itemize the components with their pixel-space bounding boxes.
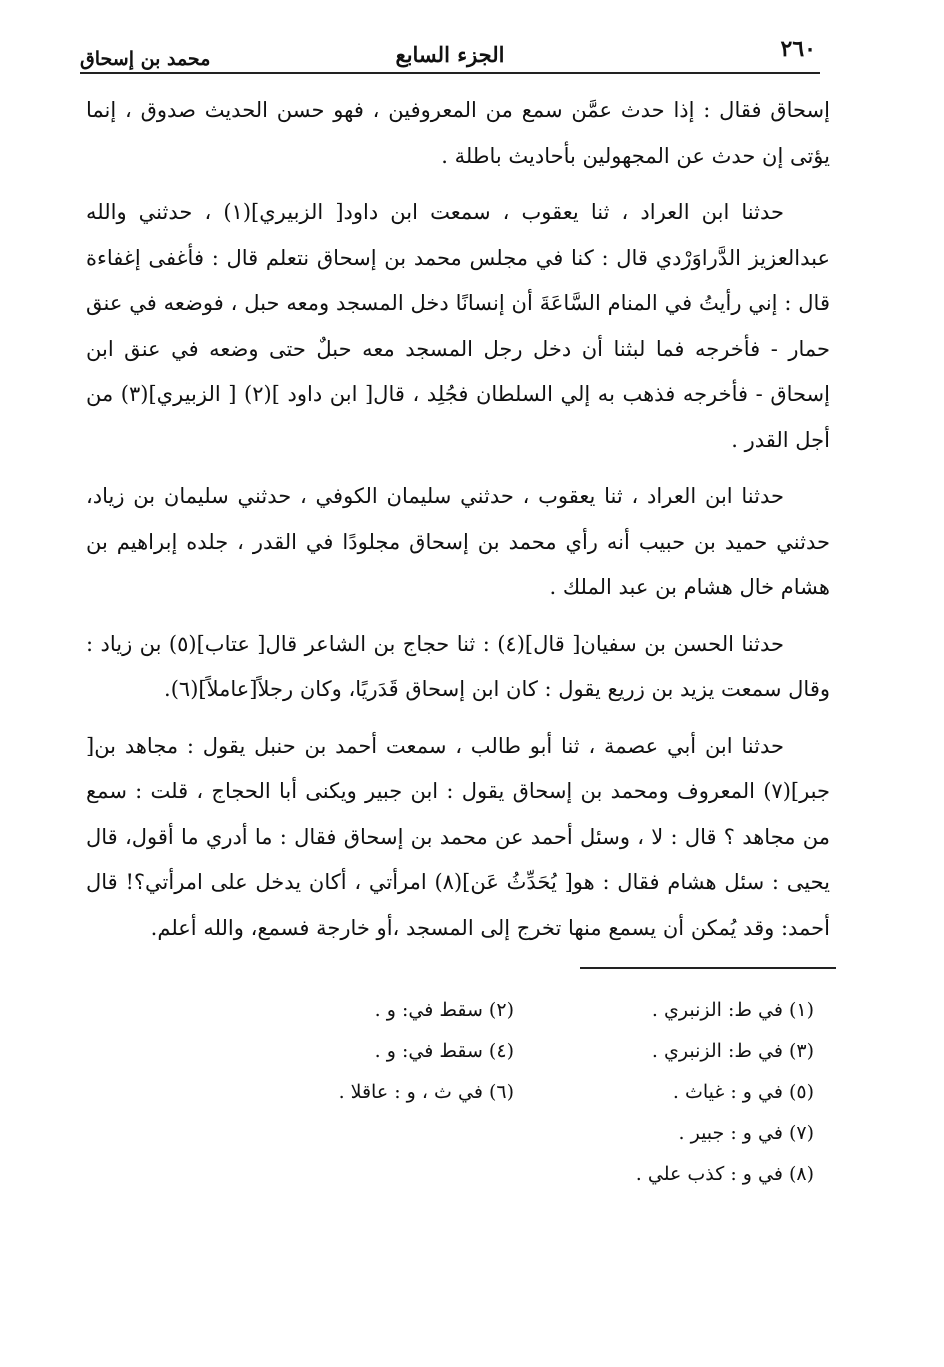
footnotes-left-column xyxy=(194,990,514,1113)
volume-title: الجزء السابع xyxy=(395,42,505,67)
page-header xyxy=(80,36,820,74)
footnote: (١) في ط: الزنبري . xyxy=(651,999,814,1021)
footnote: (٧) في و : جبير . xyxy=(678,1122,814,1144)
footnote-divider xyxy=(580,967,836,969)
paragraph: إسحاق فقال : إذا حدث عمَّن سمع من المعروفين ، فهو حسن الحديث صدوق ، إنما يؤتى إن حدث عن المجهولين بأحاديث باطلة . xyxy=(86,98,830,168)
footnote: (٢) سقط في: و . xyxy=(374,999,514,1021)
paragraph: حدثنا ابن العراد ، ثنا يعقوب ، سمعت ابن داود[ الزبيري](١) ، حدثني والله عبدالعزيز الدَّراوَرْدي قال : كنا في مجلس محمد بن إسحاق نتعلم قال : فأغفى إغفاءة قال : إني رأيتُ في المنام السَّاعَةَ أن إنسانًا دخل المسجد ومعه حبل ، فوضعه في عنق حمار - فأخرجه فما لبثنا أن دخل رجل المسجد معه حبلٌ حتى وضعه في عنق ابن إسحاق - فأخرجه فذهب به إلي السلطان فجُلِد ، قال[ ابن داود ](٢) [ الزبيري](٣) من أجل القدر . xyxy=(86,200,830,452)
paragraph: حدثنا ابن العراد ، ثنا يعقوب ، حدثني سليمان الكوفي ، حدثني سليمان بن زياد، حدثني حميد بن حبيب أنه رأي محمد بن إسحاق مجلودًا في القدر ، جلده إبراهيم بن هشام خال هشام بن عبد الملك . xyxy=(86,484,830,599)
paragraph: حدثنا ابن أبي عصمة ، ثنا أبو طالب ، سمعت أحمد بن حنبل يقول : مجاهد بن[ جبر](٧) المعروف ومحمد بن إسحاق يقول : ابن جبير ويكنى أبا الحجاج ، قلت : سمع من مجاهد ؟ قال : لا ، وسئل أحمد عن محمد بن إسحاق فقال : ما أدري ما أقول، قال يحيى : سئل هشام فقال : هو[ يُحَدِّثُ عَن](٨) امرأتي ، أكان يدخل على امرأتي؟! قال أحمد: وقد يُمكن أن يسمع منها تخرج إلى المسجد ،أو خارجة فسمع، والله أعلم. xyxy=(86,733,830,940)
page-number: ٢٦٠ xyxy=(780,36,816,62)
paragraph: حدثنا الحسن بن سفيان[ قال](٤) : ثنا حجاج بن الشاعر قال[ عتاب](٥) بن زياد : وقال سمعت يزيد بن زريع يقول : كان ابن إسحاق قَدَريًا، وكان رجلاً[عاملاً](٦). xyxy=(86,631,830,701)
footnotes-right-column xyxy=(514,990,814,1195)
footnote: (٨) في و : كذب علي . xyxy=(635,1163,814,1185)
header-divider xyxy=(80,72,820,74)
main-text xyxy=(86,88,830,962)
footnote: (٣) في ط: الزنبري . xyxy=(651,1040,814,1062)
footnote: (٥) في و : غياث . xyxy=(672,1081,814,1103)
running-title: محمد بن إسحاق xyxy=(80,48,211,70)
footnote: (٤) سقط في: و . xyxy=(374,1040,514,1062)
footnote: (٦) في ث ، و : عاقلا . xyxy=(338,1081,514,1103)
